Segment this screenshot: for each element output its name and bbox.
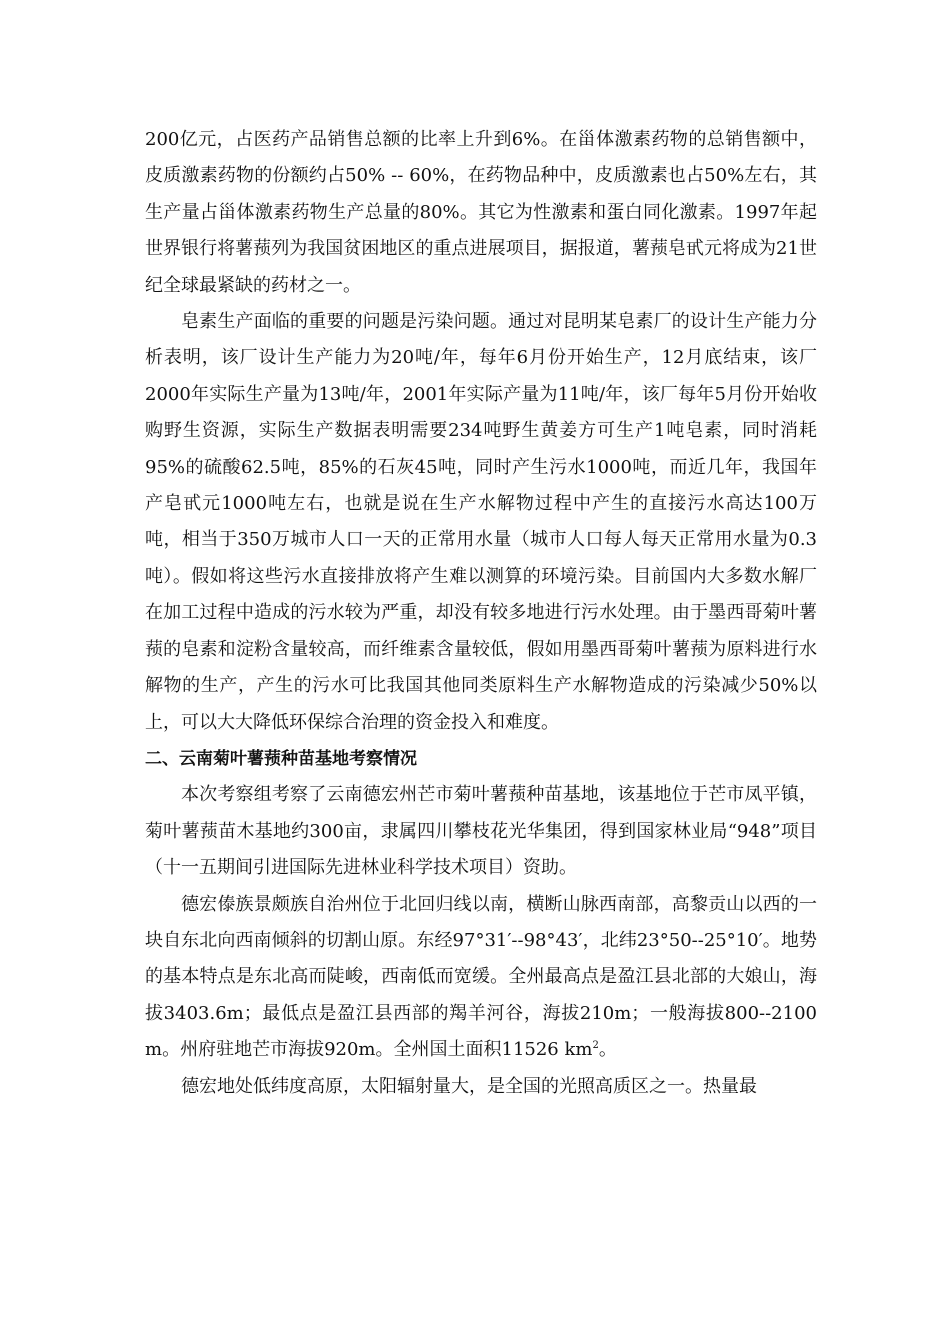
geography-text: 德宏傣族景颇族自治州位于北回归线以南，横断山脉西南部，高黎贡山以西的一块自东北向西南倾斜的切割山原。东经97°31′--98°43′，北纬23°50--25°10′。地势的基本特点是东北高而陡峻，西南低而宽缓。全州最高点是盈江县北部的大娘山，海拔3403.6m；最低点是盈江县西部的羯羊河谷，海拔210m；一般海拔800--2100 m。州府驻地芒市海拔920m。全州国土面积11526 km	[145, 893, 817, 1061]
paragraph-steroid-market: 200亿元，占医药产品销售总额的比率上升到6%。在甾体激素药物的总销售额中，皮质激素药物的份额约占50% -- 60%，在药物品种中，皮质激素也占50%左右，其生产量占甾体激素药物生产总量的80%。其它为性激素和蛋白同化激素。1997年起世界银行将薯蓣列为我国贫困地区的重点进展项目，据报道，薯蓣皂甙元将成为21世纪全球最紧缺的药材之一。	[145, 129, 817, 296]
area-unit-superscript: 2	[592, 1040, 599, 1052]
paragraph-pollution: 皂素生产面临的重要的问题是污染问题。通过对昆明某皂素厂的设计生产能力分析表明，该厂设计生产能力为20吨/年，每年6月份开始生产，12月底结束，该厂2000年实际生产量为13吨/年，2001年实际产量为11吨/年，该厂每年5月份开始收购野生资源，实际生产数据表明需要234吨野生黄姜方可生产1吨皂素，同时消耗95%的硫酸62.5吨，85%的石灰45吨，同时产生污水1000吨，而近几年，我国年产皂甙元1000吨左右，也就是说在生产水解物过程中产生的直接污水高达100万吨，相当于350万城市人口一天的正常用水量（城市人口每人每天正常用水量为0.3吨）。假如将这些污水直接排放将产生难以测算的环境污染。目前国内大多数水解厂在加工过程中造成的污水较为严重，却没有较多地进行污水处理。由于墨西哥菊叶薯蓣的皂素和淀粉含量较高，而纤维素含量较低，假如用墨西哥菊叶薯蓣为原料进行水解物的生产，产生的污水可比我国其他同类原料生产水解物造成的污染减少50%以上，可以大大降低环保综合治理的资金投入和难度。	[145, 311, 817, 733]
paragraph-dehong-climate: 德宏地处低纬度高原，太阳辐射量大，是全国的光照高质区之一。热量最	[181, 1075, 757, 1097]
document-body	[145, 122, 817, 1105]
geography-text-end: 。	[598, 1039, 617, 1061]
paragraph-nursery-base: 本次考察组考察了云南德宏州芒市菊叶薯蓣种苗基地，该基地位于芒市凤平镇，菊叶薯蓣苗木基地约300亩，隶属四川攀枝花光华集团，得到国家林业局“948”项目（十一五期间引进国际先进林业科学技术项目）资助。	[145, 784, 817, 879]
section-heading: 二、云南菊叶薯蓣种苗基地考察情况	[145, 748, 417, 769]
paragraph-dehong-geography	[145, 887, 817, 1069]
